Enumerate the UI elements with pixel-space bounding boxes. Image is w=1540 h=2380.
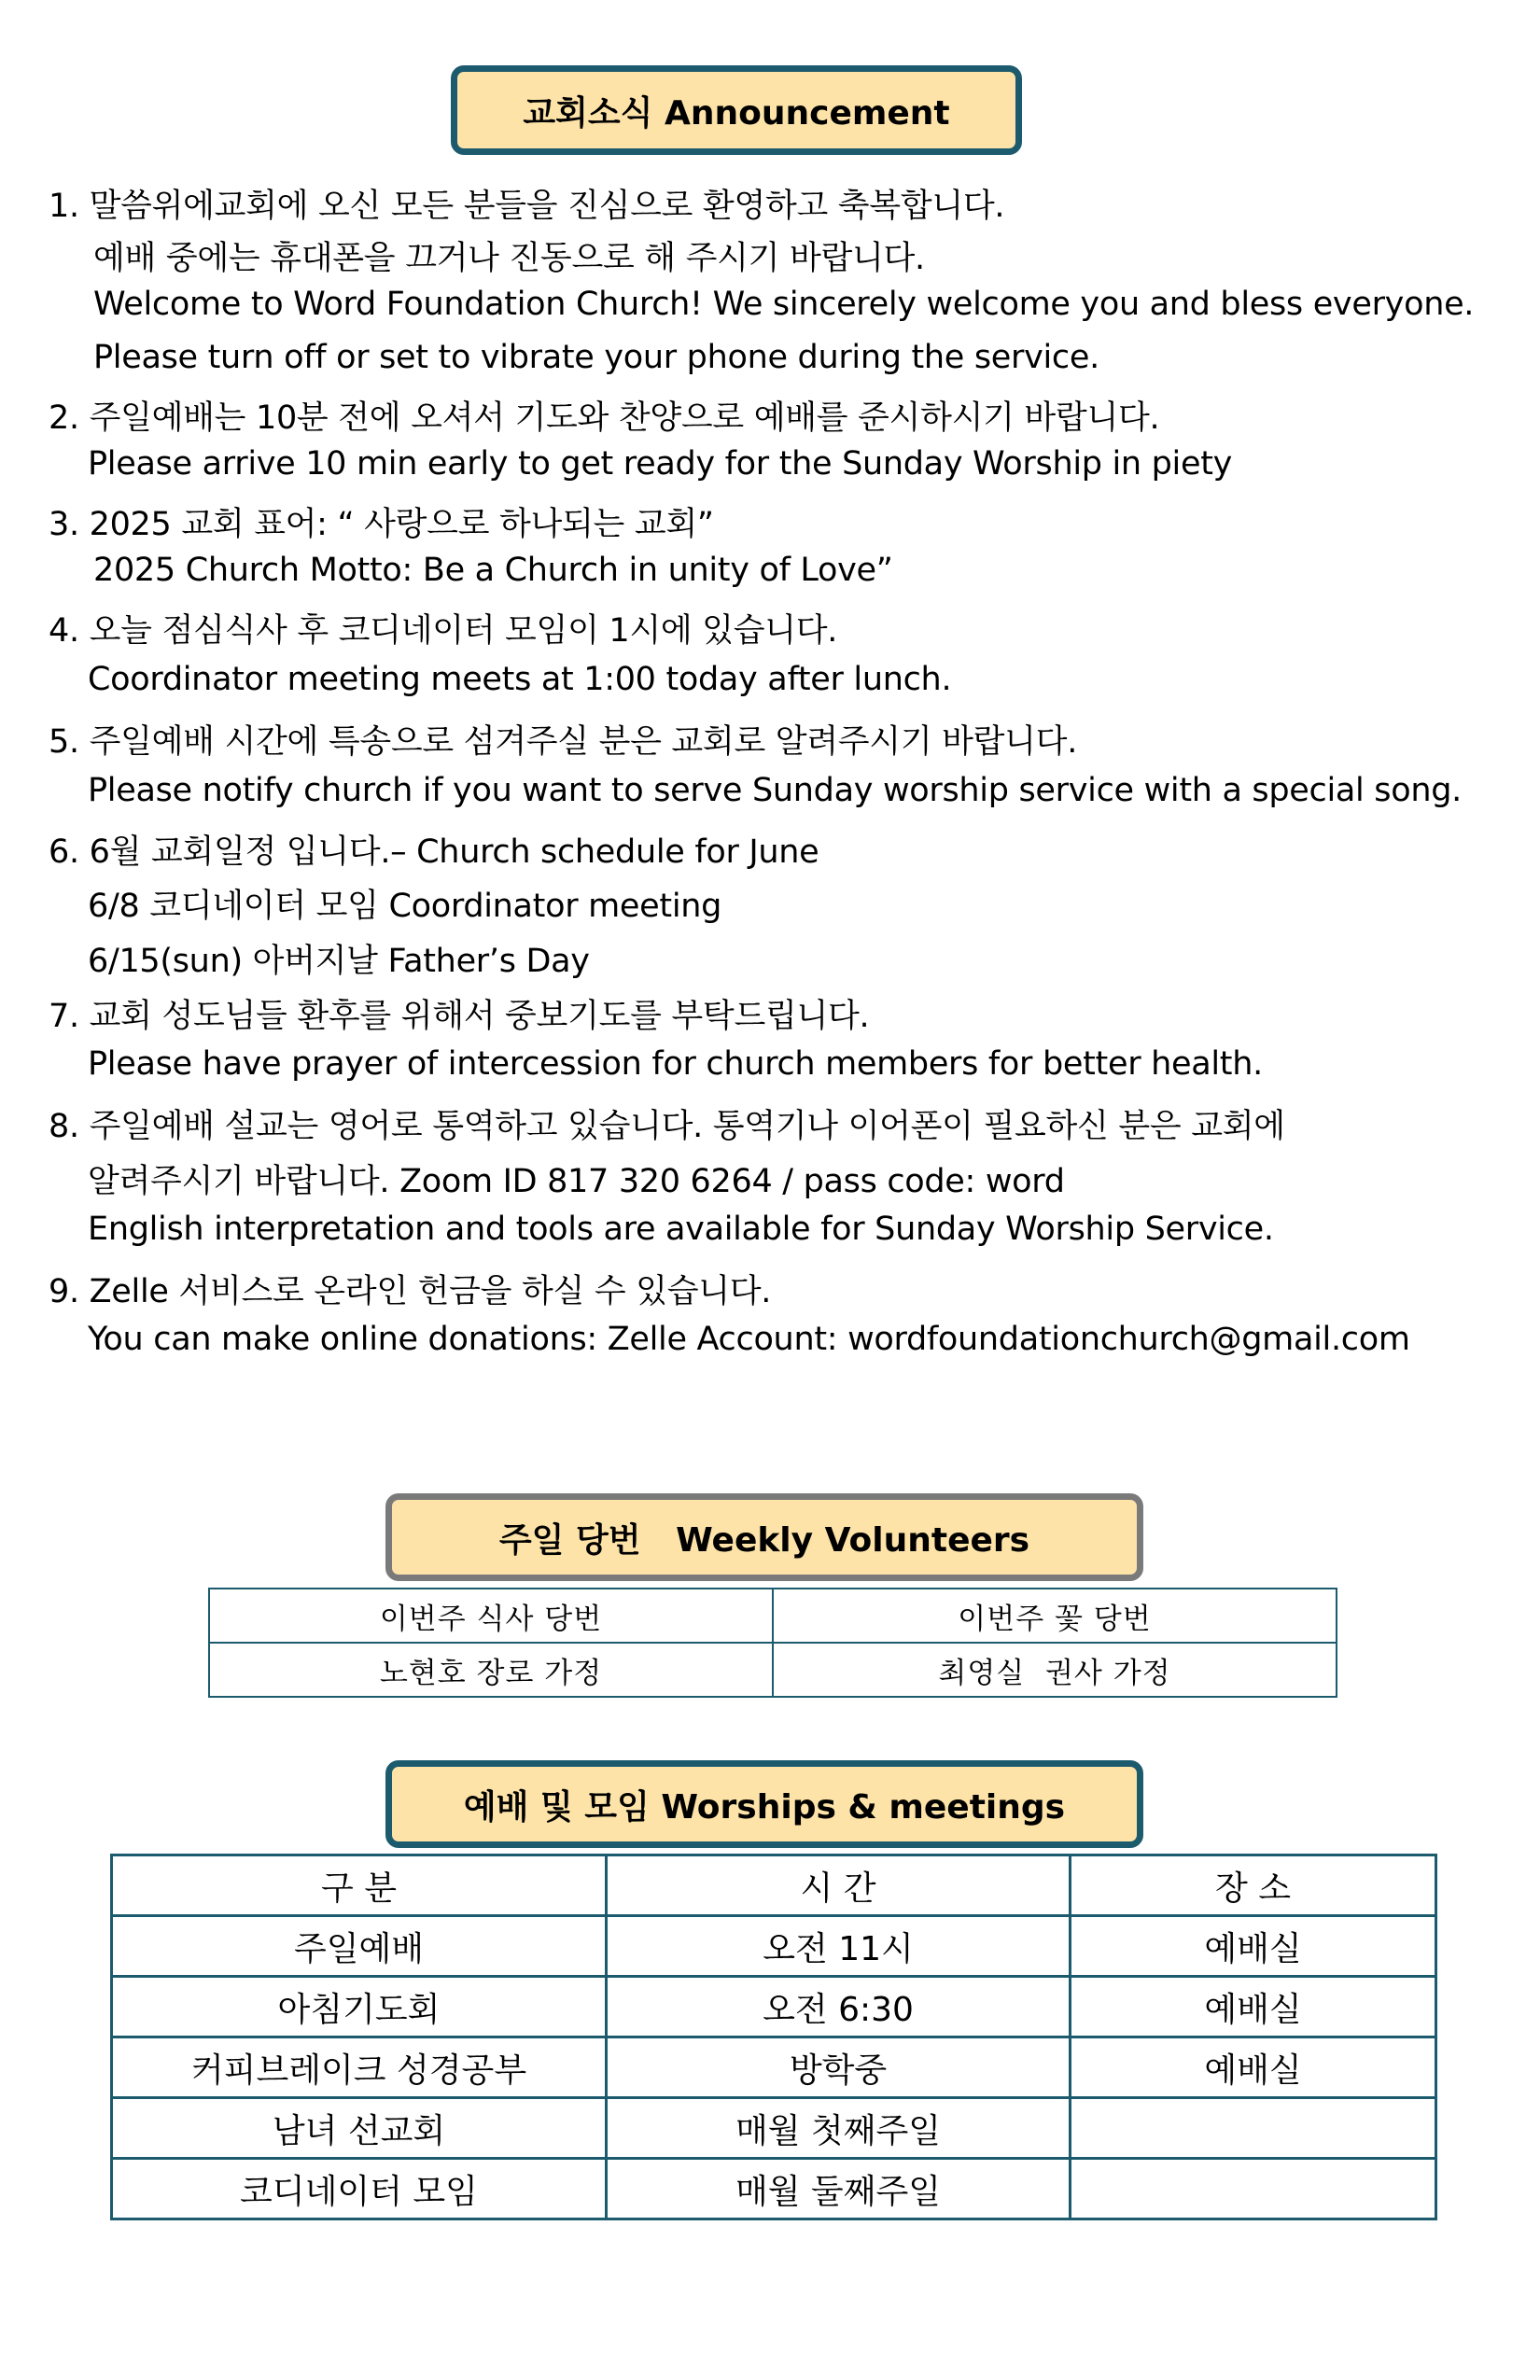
announcement-line: Please arrive 10 min early to get ready for the Sunday Worship in piety [88,445,1233,483]
announcement-line: 2. 주일예배는 10분 전에 오셔서 기도와 찬양으로 예배를 준시하시기 바랍니다. [49,399,1160,437]
place-header: 장 소 [1071,1855,1436,1916]
table-cell [1071,2159,1436,2219]
table-cell: 예배실 [1071,1977,1436,2037]
meal-duty-header: 이번주 식사 당번 [209,1589,773,1643]
announcement-line: 6. 6월 교회일정 입니다.– Church schedule for June [49,833,819,871]
volunteers-table [208,1588,1337,1698]
announcement-line: You can make online donations: Zelle Account: wordfoundationchurch@gmail.com [88,1321,1410,1358]
announcement-line: 2025 Church Motto: Be a Church in unity of Love” [93,552,893,589]
volunteers-title: 주일 당번 Weekly Volunteers [498,1520,1030,1560]
announcement-line: 예배 중에는 휴대폰을 끄거나 진동으로 해 주시기 바랍니다. [93,240,925,277]
table-cell: 예배실 [1071,2037,1436,2098]
volunteers-header [385,1493,1143,1581]
flower-duty-value: 최영실 권사 가정 [773,1643,1337,1697]
announcement-line: Welcome to Word Foundation Church! We sincerely welcome you and bless everyone. [93,286,1475,323]
table-header-row [112,1855,1436,1916]
announcement-line: 9. Zelle 서비스로 온라인 헌금을 하실 수 있습니다. [49,1273,772,1310]
table-cell: 매월 둘째주일 [607,2159,1071,2219]
announcement-line: 7. 교회 성도님들 환후를 위해서 중보기도를 부탁드립니다. [49,998,870,1035]
announcement-line: English interpretation and tools are available for Sunday Worship Service. [88,1211,1274,1248]
table-cell: 오전 11시 [607,1916,1071,1977]
table-row [209,1643,1337,1697]
announcement-line: Coordinator meeting meets at 1:00 today after lunch. [88,661,952,698]
announcement-line: 6/15(sun) 아버지날 Father’s Day [88,943,590,980]
worship-header [385,1760,1143,1848]
announcement-line: 6/8 코디네이터 모임 Coordinator meeting [88,888,722,925]
table-row [112,2098,1436,2159]
table-cell [1071,2098,1436,2159]
announcement-line: 알려주시기 바랍니다. Zoom ID 817 320 6264 / pass code: word [88,1163,1065,1200]
announcement-line: 3. 2025 교회 표어: “ 사랑으로 하나되는 교회” [49,506,714,543]
announcement-header [451,65,1022,155]
table-cell: 주일예배 [112,1916,607,1977]
announcement-line: 4. 오늘 점심식사 후 코디네이터 모임이 1시에 있습니다. [49,612,838,650]
announcement-title: 교회소식 Announcement [523,93,950,133]
table-cell: 방학중 [607,2037,1071,2098]
table-cell: 오전 6:30 [607,1977,1071,2037]
table-row [112,1977,1436,2037]
announcement-line: Please notify church if you want to serve Sunday worship service with a special song. [88,772,1462,809]
table-cell: 코디네이터 모임 [112,2159,607,2219]
table-cell: 커피브레이크 성경공부 [112,2037,607,2098]
announcement-line: 1. 말씀위에교회에 오신 모든 분들을 진심으로 환영하고 축복합니다. [49,188,1005,225]
worship-title: 예배 및 모임 Worships & meetings [463,1787,1066,1827]
announcement-line: 8. 주일예배 설교는 영어로 통역하고 있습니다. 통역기나 이어폰이 필요하신 분은 교회에 [49,1108,1285,1145]
table-row [112,1916,1436,1977]
time-header: 시 간 [607,1855,1071,1916]
table-row [209,1589,1337,1643]
table-cell: 매월 첫째주일 [607,2098,1071,2159]
announcement-line: 5. 주일예배 시간에 특송으로 섬겨주실 분은 교회로 알려주시기 바랍니다. [49,723,1078,761]
worship-table [110,1854,1437,2220]
table-row [112,2159,1436,2219]
meal-duty-value: 노현호 장로 가정 [209,1643,773,1697]
table-cell: 아침기도회 [112,1977,607,2037]
table-row [112,2037,1436,2098]
table-cell: 예배실 [1071,1916,1436,1977]
announcement-line: Please have prayer of intercession for church members for better health. [88,1045,1263,1083]
announcement-line: Please turn off or set to vibrate your phone during the service. [93,339,1099,376]
category-header: 구 분 [112,1855,607,1916]
flower-duty-header: 이번주 꽃 당번 [773,1589,1337,1643]
table-cell: 남녀 선교회 [112,2098,607,2159]
